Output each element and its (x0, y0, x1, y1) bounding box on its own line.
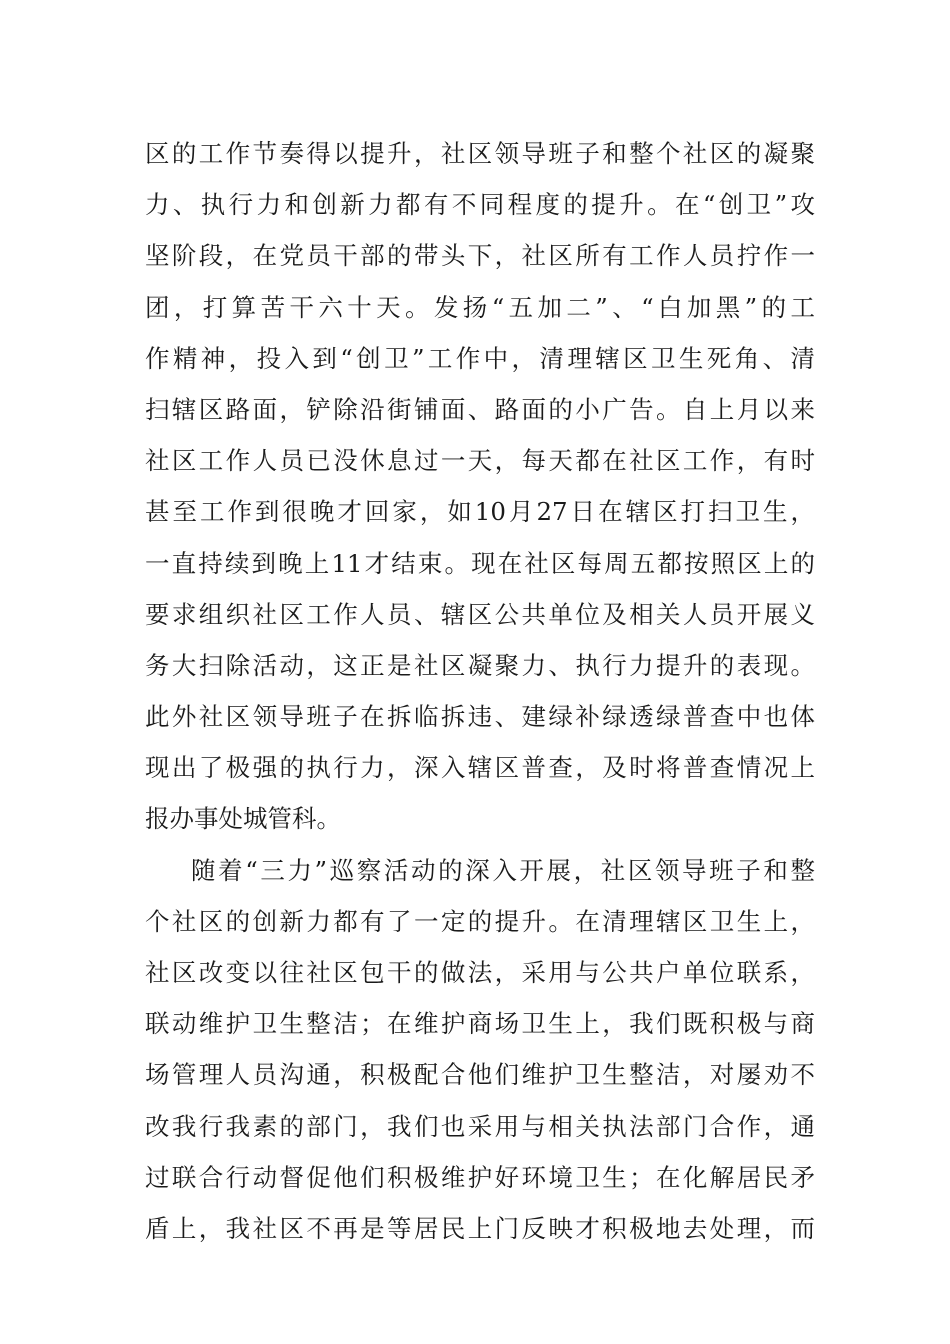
text-line: 过联合行动督促他们积极维护好环境卫生；在化解居民矛 (145, 1162, 815, 1192)
text-line: 团，打算苦干六十天。发扬“五加二”、“白加黑”的工 (145, 292, 815, 322)
text-line: 坚阶段，在党员干部的带头下，社区所有工作人员拧作一 (145, 241, 815, 271)
text-line: 务大扫除活动，这正是社区凝聚力、执行力提升的表现。 (145, 650, 815, 680)
text-line: 区的工作节奏得以提升，社区领导班子和整个社区的凝聚 (145, 139, 815, 168)
text-line: 甚至工作到很晚才回家，如10月27日在辖区打扫卫生， (145, 497, 815, 527)
text-line: 社区改变以往社区包干的做法，采用与公共户单位联系， (145, 958, 815, 987)
text-line: 社区工作人员已没休息过一天，每天都在社区工作，有时 (145, 446, 815, 476)
text-line: 作精神，投入到“创卫”工作中，清理辖区卫生死角、清 (145, 343, 815, 373)
text-line: 联动维护卫生整洁；在维护商场卫生上，我们既积极与商 (145, 1009, 815, 1039)
text-line: 扫辖区路面，铲除沿街铺面、路面的小广告。自上月以来 (145, 394, 815, 424)
text-line: 一直持续到晚上11才结束。现在社区每周五都按照区上的 (145, 548, 815, 578)
text-line: 盾上，我社区不再是等居民上门反映才积极地去处理，而 (145, 1213, 815, 1243)
text-line: 报办事处城管科。 (145, 804, 341, 834)
paragraph-2 (145, 845, 815, 1255)
text-line: 现出了极强的执行力，深入辖区普查，及时将普查情况上 (145, 753, 815, 783)
text-line: 改我行我素的部门，我们也采用与相关执法部门合作，通 (145, 1111, 815, 1141)
text-line: 随着“三力”巡察活动的深入开展，社区领导班子和整 (191, 855, 815, 885)
body-text (145, 128, 815, 1254)
paragraph-1 (145, 128, 815, 845)
text-line: 此外社区领导班子在拆临拆违、建绿补绿透绿普查中也体 (145, 702, 815, 732)
text-line: 个社区的创新力都有了一定的提升。在清理辖区卫生上， (145, 906, 815, 936)
text-line: 场管理人员沟通，积极配合他们维护卫生整洁，对屡劝不 (145, 1060, 815, 1090)
text-line: 要求组织社区工作人员、辖区公共单位及相关人员开展义 (145, 599, 815, 629)
text-line: 力、执行力和创新力都有不同程度的提升。在“创卫”攻 (145, 190, 815, 220)
